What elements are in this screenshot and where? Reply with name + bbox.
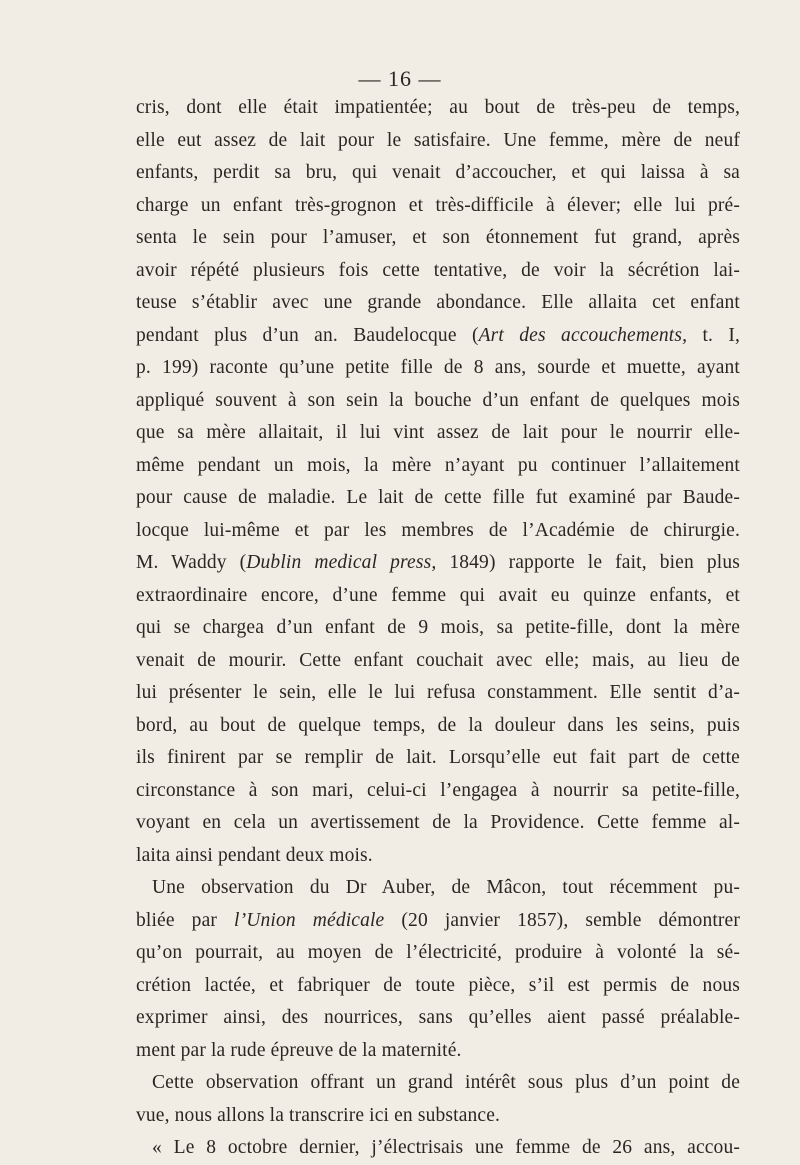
text-line (136, 125, 740, 158)
text-line (136, 1132, 740, 1165)
text-line (136, 1035, 740, 1068)
text-run: ment par la rude épreuve de la maternité. (136, 1039, 462, 1061)
text-run: bliée par (136, 909, 235, 931)
text-line (136, 1002, 740, 1035)
text-line (136, 157, 740, 190)
text-line (136, 515, 740, 548)
text-run: pour cause de maladie. Le lait de cette fille fut examiné par Baude- (136, 487, 740, 508)
text-run: enfants, perdit sa bru, qui venait d’accoucher, et qui laissa à sa (136, 162, 740, 183)
text-run: exprimer ainsi, des nourrices, sans qu’elles aient passé préalable- (136, 1007, 740, 1028)
text-run: voyant en cela un avertissement de la Providence. Cette femme al- (136, 812, 740, 833)
text-run: locque lui-même et par les membres de l’Académie de chirurgie. (136, 519, 740, 541)
text-run: même pendant un mois, la mère n’ayant pu continuer l’allaitement (136, 454, 740, 476)
text-line (136, 190, 740, 223)
text-run: qui se chargea d’un enfant de 9 mois, sa petite-fille, dont la mère (136, 617, 740, 638)
text-run: « Le 8 octobre dernier, j’électrisais une femme de 26 ans, accou- (152, 1137, 740, 1158)
text-run: vue, nous allons la transcrire ici en substance. (136, 1104, 501, 1126)
text-run: senta le sein pour l’amuser, et son étonnement fut grand, après (136, 227, 740, 248)
text-run: circonstance à son mari, celui-ci l’engagea à nourrir sa petite-fille, (136, 779, 740, 801)
text-run: qu’on pourrait, au moyen de l’électricité, produire à volonté la sé- (136, 942, 740, 963)
text-run: charge un enfant très-grognon et très-difficile à élever; elle lui pré- (136, 194, 740, 216)
text-run: Une observation du Dr Auber, de Mâcon, tout récemment pu- (152, 877, 740, 898)
italic-citation: Art des accouchements, (478, 324, 688, 346)
text-line (136, 905, 740, 938)
text-run: crétion lactée, et fabriquer de toute pièce, s’il est permis de nous (136, 974, 740, 996)
text-line (136, 742, 740, 775)
text-line (136, 840, 740, 873)
text-line (136, 222, 740, 255)
italic-citation: l’Union médicale (234, 909, 385, 931)
text-run: cris, dont elle était impatientée; au bout de très-peu de temps, (136, 97, 740, 118)
text-run: t. I, (687, 324, 741, 346)
text-line (136, 547, 740, 580)
text-line (136, 710, 740, 743)
text-run: pendant plus d’un an. Baudelocque ( (136, 324, 479, 346)
text-run: extraordinaire encore, d’une femme qui avait eu quinze enfants, et (136, 584, 740, 606)
text-run: (20 janvier 1857), semble démontrer (384, 909, 740, 931)
text-line (136, 612, 740, 645)
text-run: bord, au bout de quelque temps, de la douleur dans les seins, puis (136, 714, 740, 736)
text-run: M. Waddy ( (136, 552, 247, 573)
text-run: laita ainsi pendant deux mois. (136, 844, 373, 866)
text-line (136, 1067, 740, 1100)
text-line (136, 320, 740, 353)
text-run: venait de mourir. Cette enfant couchait avec elle; mais, au lieu de (136, 649, 740, 671)
text-line (136, 872, 740, 905)
text-run: appliqué souvent à son sein la bouche d’un enfant de quelques mois (136, 389, 740, 411)
text-line (136, 645, 740, 678)
text-run: que sa mère allaitait, il lui vint assez de lait pour le nourrir elle- (136, 422, 740, 443)
text-line (136, 385, 740, 418)
text-line (136, 255, 740, 288)
italic-citation: Dublin medical press, (246, 552, 437, 573)
text-line (136, 580, 740, 613)
page-number: — 16 — (358, 66, 442, 91)
text-run: 1849) rapporte le fait, bien plus (436, 552, 740, 573)
text-line (136, 970, 740, 1003)
text-line (136, 482, 740, 515)
body-text (136, 92, 740, 1165)
text-run: p. 199) raconte qu’une petite fille de 8 ans, sourde et muette, ayant (136, 357, 740, 378)
text-run: lui présenter le sein, elle le lui refusa constamment. Elle sentit d’a- (136, 682, 740, 703)
text-line (136, 287, 740, 320)
text-line (136, 352, 740, 385)
text-line (136, 417, 740, 450)
text-line (136, 775, 740, 808)
text-run: Cette observation offrant un grand intérêt sous plus d’un point de (152, 1072, 740, 1093)
text-run: ils finirent par se remplir de lait. Lorsqu’elle eut fait part de cette (136, 747, 740, 768)
text-line (136, 92, 740, 125)
text-run: elle eut assez de lait pour le satisfaire. Une femme, mère de neuf (136, 129, 740, 151)
text-line (136, 807, 740, 840)
text-line (136, 450, 740, 483)
text-line (136, 677, 740, 710)
text-line (136, 937, 740, 970)
text-run: teuse s’établir avec une grande abondance. Elle allaita cet enfant (136, 292, 740, 313)
text-run: avoir répété plusieurs fois cette tentative, de voir la sécrétion lai- (136, 259, 740, 281)
text-line (136, 1100, 740, 1133)
